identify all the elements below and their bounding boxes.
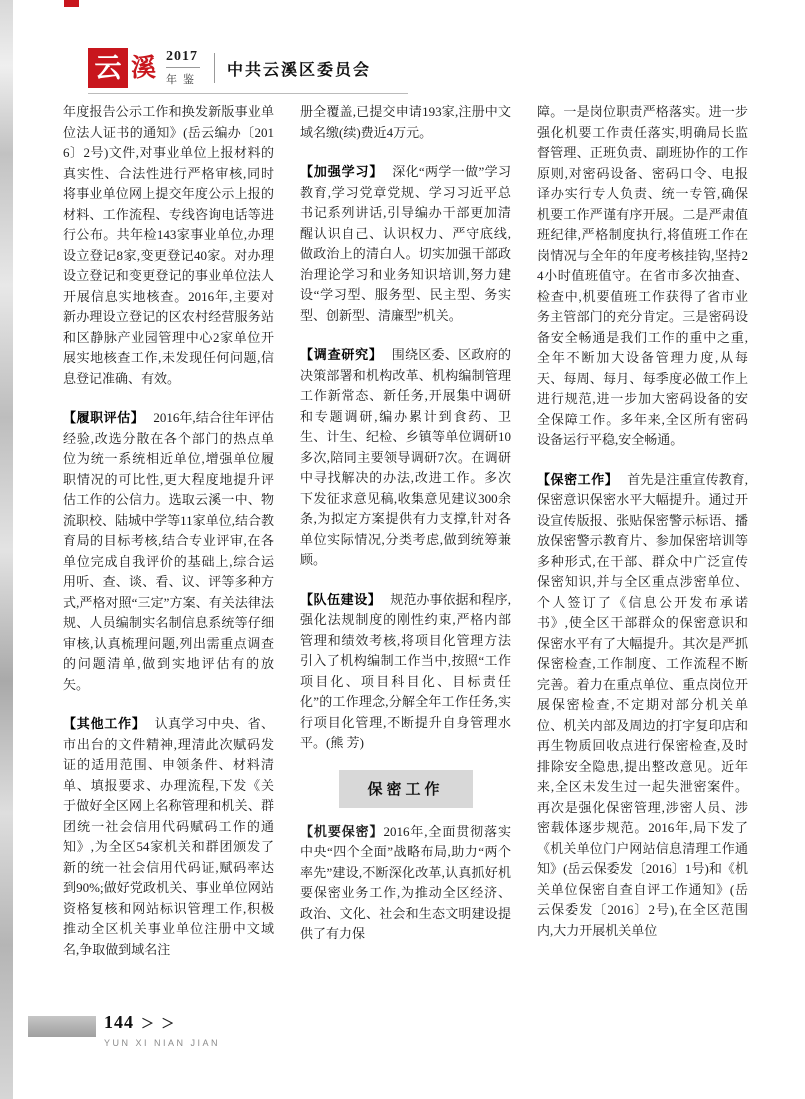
column-1 <box>63 102 274 1010</box>
header-divider <box>214 53 215 83</box>
continued-paragraph: 年度报告公示工作和换发新版事业单位法人证书的通知》(岳云编办〔2016〕2号)文件,对事业单位上报材料的真实性、合法性进行严格审核,同时将事业单位网上提交年度公示上报的材料、工作流程、专线咨询电话等进行公布。共年检143家事业单位,办理设立登记8家,变更登记40家。对办理设立登记和变更登记的事业单位法人开展信息实地核查。2016年,主要对新办理设立登记的区农村经营服务站和区静脉产业园管理中心2家单位开展实地核查工作,未发现任何问题,信息登记准确、有效。 <box>63 104 274 386</box>
organization-title: 中共云溪区委员会 <box>227 61 372 79</box>
header-rule <box>88 93 408 94</box>
entry-text: 围绕区委、区政府的决策部署和机构改革、机构编制管理工作新常态、新任务,开展集中调研和专题调研,编办累计到食药、卫生、计生、纪检、乡镇等单位调研10多次,陪同主要领导调研7次。在调研中寻找解决的办法,改进工作。多次下发征求意见稿,收集意见建议300余条,为拟定方案提供有力支撑,针对各单位实际情况,分类考虑,做到统筹兼顾。 <box>300 347 511 567</box>
content-columns <box>63 102 748 1010</box>
page-number-arrows: ＞ ＞ <box>141 1016 177 1031</box>
entry-baomi-gongzuo <box>537 470 748 942</box>
year-block <box>166 49 200 87</box>
entry-label: 【机要保密】 <box>300 823 384 839</box>
entry-text: 2016年,结合往年评估经验,改选分散在各个部门的热点单位为统一系统相近单位,增强单位履职情况的可比性,更大程度地提升评估工作的公信力。选取云溪一中、物流职校、陆城中学等11家单位,结合教育局的目标考核,结合专业评审,在各单位完成自我评价的基础上,综合运用听、查、谈、看、议、评等多种方式,严格对照“三定”方案、有关法律法规、人员编制实名制信息系统等仔细审核,认真梳理问题,列出需重点调查的问题清单,做到实地评估有的放矢。 <box>63 410 274 692</box>
entry-text: 认真学习中央、省、市出台的文件精神,理清此次赋码发证的适用范围、申领条件、材料清单、填报要求、办理流程,下发《关于做好全区网上名称管理和机关、群团统一社会信用代码赋码工作的通知》,为全区54家机关和群团颁发了新的统一社会信用代码证,赋码率达到90%;做好党政机关、事业单位网站资格复核和网站标识管理工作,积极推动全区机关事业单位注册中文域名,争取做到域名注 <box>63 716 274 957</box>
page-footer <box>104 1012 176 1033</box>
entry-label: 【履职评估】 <box>63 410 145 425</box>
entry-jiaqiang-xuexi <box>300 162 511 326</box>
page-edge-strip <box>0 0 13 1099</box>
entry-lvzhi-pinggu <box>63 408 274 695</box>
entry-label: 【调查研究】 <box>300 347 383 362</box>
top-edge-red-mark <box>64 0 79 7</box>
continued-paragraph: 障。一是岗位职责严格落实。进一步强化机要工作责任落实,明确局长监督管理、正班负责、副班协作的工作原则,对密码设备、密码口令、电报译办实行专人负责、统一专管,确保机要工作严谨有序开展。二是严肃值班纪律,严格制度执行,将值班工作在岗情况与全年的年度考核挂钩,坚持24小时值班值守。在省市多次抽查、检查中,机要值班工作获得了省市业务主管部门的充分肯定。三是密码设备安全畅通是我们工作的重中之重,全年不断加大设备管理力度,从每天、每周、每月、每季度必做工作上进行规范,进一步加大密码设备的安全保障工作。多年来,全区所有密码设备运行平稳,安全畅通。 <box>537 104 748 447</box>
entry-text: 2016年,全面贯彻落实中央“四个全面”战略布局,助力“两个率先”建设,不断深化改革,认真抓好机要保密业务工作,为推动全区经济、政治、文化、社会和生态文明建设提供了有力保 <box>300 823 511 941</box>
entry-diaocha-yanjiu <box>300 345 511 571</box>
column-3 <box>537 102 748 1010</box>
page-header <box>88 46 371 90</box>
entry-text: 首先是注重宣传教育,保密意识保密水平大幅提升。通过开设宣传版报、张贴保密警示标语、播放保密警示教育片、参加保密培训等多种形式,在干部、群众中广泛宣传保密知识,并与全区重点涉密单位、个人签订了《信息公开发布承诺书》,使全区干部群众的保密意识和保密水平有了大幅提升。其次是严抓保密检查,工作制度、工作流程不断完善。着力在重点单位、重点岗位开展保密检查,不定期对部分机关单位、机关内部及周边的打字复印店和再生物质回收点进行保密检查,及时排除安全隐患,提出整改意见。近年来,全区未发生过一起失泄密案件。再次是强化保密管理,涉密人员、涉密载体逐步规范。2016年,局下发了《机关单位门户网站信息清理工作通知》(岳云保委发〔2016〕1号)和《机关单位保密自查自评工作通知》(岳云保委发〔2016〕2号),在全区范围内,大力开展机关单位 <box>537 471 748 938</box>
logo-char-xi: 溪 <box>131 54 157 82</box>
entry-label: 【队伍建设】 <box>300 591 382 607</box>
footer-gray-tab <box>28 1016 96 1037</box>
continued-paragraph: 册全覆盖,已提交申请193家,注册中文域名缴(续)费近4万元。 <box>300 104 511 140</box>
entry-label: 【其他工作】 <box>63 716 146 731</box>
page-number: 144 <box>104 1012 134 1032</box>
yearbook-label: 年鉴 <box>166 74 201 86</box>
entry-label: 【加强学习】 <box>300 164 384 179</box>
year-label: 2017 <box>166 49 200 68</box>
entry-qita-gongzuo <box>63 714 274 960</box>
yearbook-romanization: YUN XI NIAN JIAN <box>104 1038 221 1048</box>
entry-label: 【保密工作】 <box>537 471 619 487</box>
logo-char-yun: 云 <box>88 48 128 88</box>
entry-jiyao-baomi <box>300 822 511 945</box>
column-2 <box>300 102 511 1010</box>
entry-text: 深化“两学一做”学习教育,学习党章党规、学习习近平总书记系列讲话,引导编办干部更加清醒认识自己、认识权力、严守底线,做政治上的清白人。切实加强干部政治理论学习和业务知识培训,努力建设“学习型、服务型、民主型、务实型、创新型、清廉型”机关。 <box>300 164 511 323</box>
entry-duiwu-jianshe <box>300 590 511 754</box>
section-title-baomi-gongzuo: 保密工作 <box>339 770 473 808</box>
entry-text: 规范办事依据和程序,强化法规制度的刚性约束,严格内部管理和绩效考核,将项目化管理方法引入了机构编制工作当中,按照“工作项目化、项目科目化、目标责任化”的工作理念,分解全年工作任务,实行项目化管理,不断提升自身管理水平。(熊 芳) <box>300 591 511 750</box>
